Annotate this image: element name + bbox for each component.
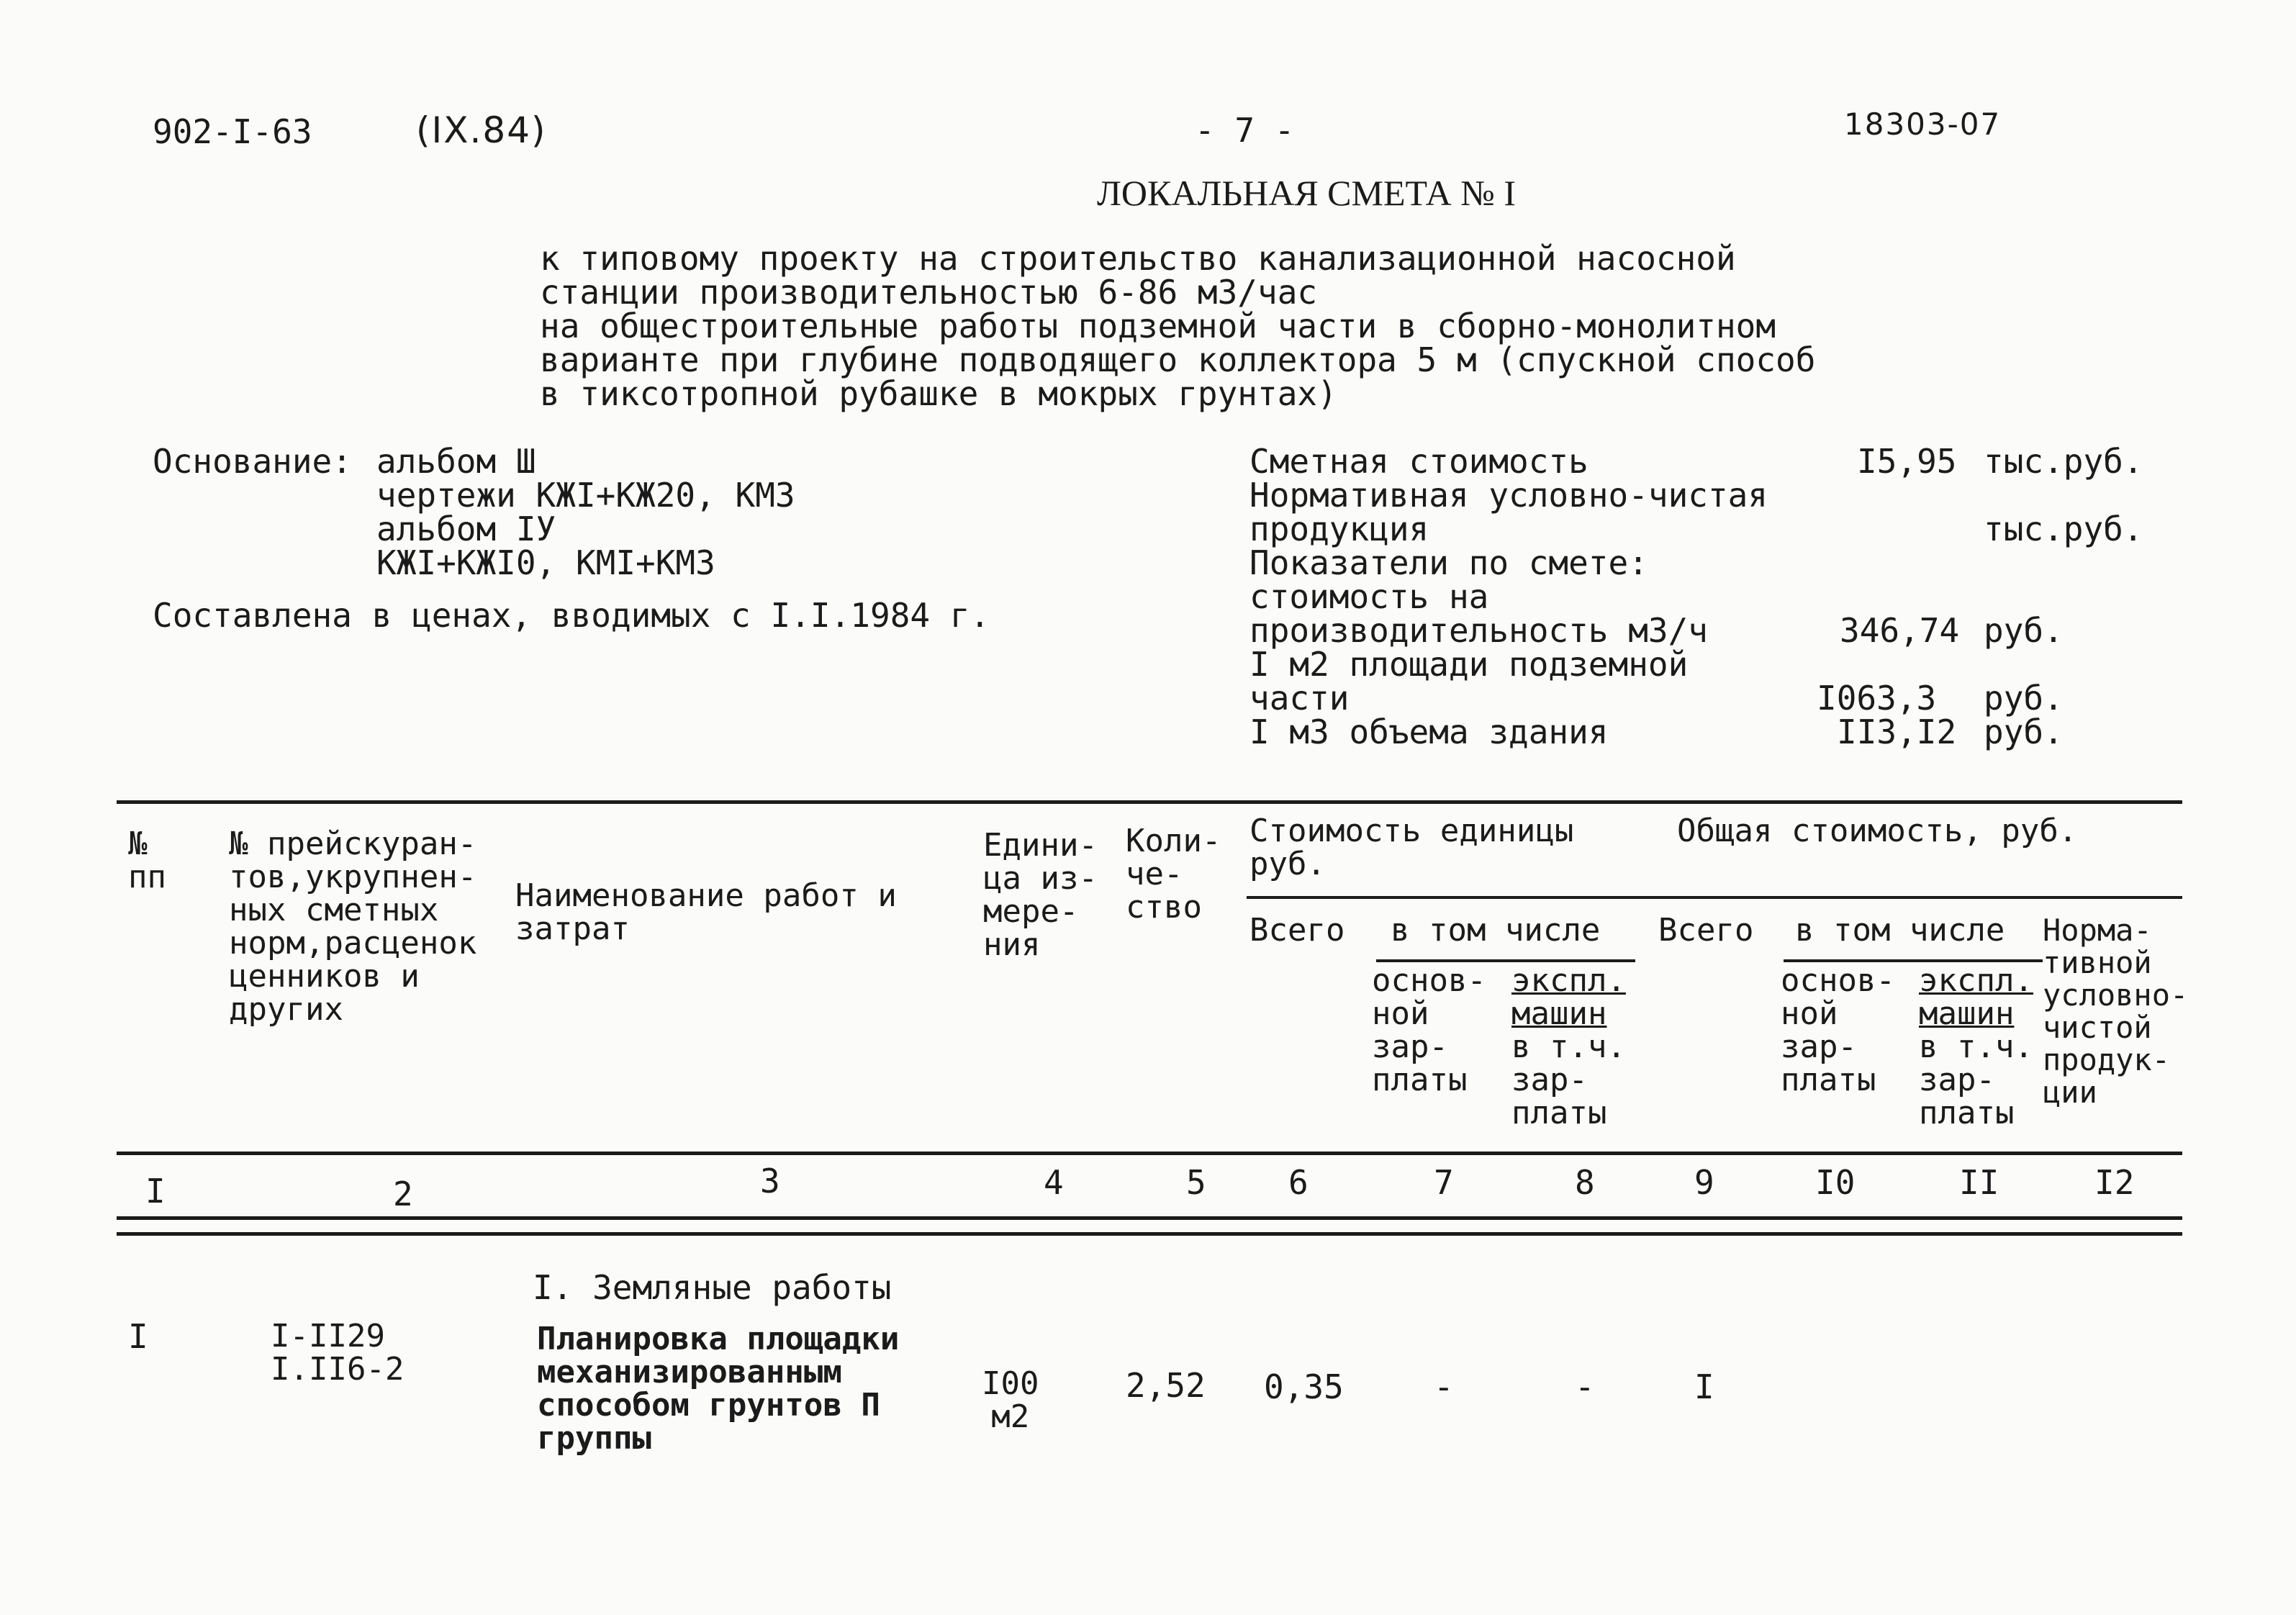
header-total-incl: в том числе [1795,912,2005,949]
col-number: 2 [393,1175,413,1213]
estimated-cost-unit: тыс.руб. [1984,442,2143,481]
cost-per-value: 346,74 [1840,611,1960,650]
header-unit-wage: основ- ной зар- платы [1372,962,1486,1098]
header-col-unit: Едини- ца из- мере- ния [983,827,1098,963]
col-number: 7 [1434,1163,1454,1202]
col-number: I0 [1815,1163,1856,1202]
col-number: 3 [760,1162,780,1200]
row-grand-total: I [1694,1367,1714,1406]
document-code: 902-I-63 [153,112,312,151]
cost-per-label: производительность м3/ч [1249,611,1708,650]
normative-label: продукция [1249,510,1429,548]
row-work-name: Планировка площадки механизированным способом грунтов П группы [537,1321,900,1457]
cost-per-label: стоимость на [1249,577,1489,616]
row-unit-total: 0,35 [1264,1367,1344,1406]
col-number: 5 [1186,1163,1206,1202]
header-total-machine: экспл. машин [1919,962,2033,1032]
section-title: I. Земляные работы [533,1268,892,1307]
subtitle [540,239,1816,413]
header-total-machine-wage: в т.ч. зар- платы [1919,1028,2033,1131]
col-number: 9 [1694,1163,1714,1202]
header-col-name: Наименование работ и затрат [515,877,897,947]
col-number: I2 [2094,1163,2135,1202]
row-unit-machine: - [1575,1367,1595,1406]
col-number: II [1959,1163,1999,1202]
header-grand-total: Всего [1658,912,1754,949]
header-total-wage: основ- ной зар- платы [1781,962,1895,1098]
row-price-code: I-II29 I.II6-2 [271,1318,404,1388]
subtitle-line: станции производительностью 6-86 м3/час [540,273,1318,312]
col-numbers-top-rule [117,1216,2182,1220]
estimated-cost-value: I5,95 [1857,442,1957,481]
basis-line: чертежи КЖI+КЖ20, КМ3 [376,476,795,515]
basis-line: КЖI+КЖI0, КМI+КМ3 [376,543,715,582]
volume-value: II3,I2 [1837,712,1957,751]
document-title: ЛОКАЛЬНАЯ СМЕТА № I [1097,173,1517,213]
header-bottom-rule [117,1152,2182,1155]
prices-note: Составлена в ценах, вводимых с I.I.1984 г. [153,596,990,635]
header-col-code: № прейскуран- тов,укрупнен- ных сметных норм,расценок ценников и других [229,825,477,1028]
cost-per-unit: руб. [1984,611,2064,650]
col-numbers-bottom-rule [117,1232,2182,1236]
basis-label: Основание: [153,442,352,481]
row-quantity: 2,52 [1126,1366,1206,1405]
header-unit-cost: Стоимость единицы руб. [1249,813,1574,882]
area-unit: руб. [1984,679,2064,718]
cost-group-rule [1247,896,2182,899]
header-unit-machine: экспл. машин [1511,962,1626,1032]
subtitle-line: на общестроительные работы подземной части в сборно-монолитном [540,307,1776,345]
area-value: I063,3 [1817,679,1937,718]
col-number: 8 [1575,1163,1595,1202]
volume-label: I м3 объема здания [1249,712,1609,751]
header-unit-machine-wage: в т.ч. зар- платы [1511,1028,1626,1131]
date-mark: (IX.84) [416,109,547,151]
row-unit-wage: - [1434,1367,1454,1406]
volume-unit: руб. [1984,712,2064,751]
header-col-quantity: Коли- че- ство [1126,823,1221,926]
col-number: I [145,1172,166,1211]
header-unit-incl: в том числе [1391,912,1601,949]
basis-list [376,442,795,582]
area-label: I м2 площади подземной [1249,645,1689,684]
basis-line: альбом Ш [376,442,536,481]
header-total-cost: Общая стоимость, руб. [1677,813,2078,849]
indicators-label: Показатели по смете: [1249,543,1648,582]
col-number: 6 [1288,1163,1309,1202]
subtitle-line: в тиксотропной рубашке в мокрых грунтах) [540,374,1337,413]
inventory-number: 18303-07 [1844,107,2002,142]
col-number: 4 [1044,1163,1064,1202]
row-number: I [128,1317,148,1356]
estimated-cost-label: Сметная стоимость [1249,442,1588,481]
table-top-rule [117,800,2182,804]
subtitle-line: к типовому проекту на строительство канализационной насосной [540,239,1736,278]
normative-label: Нормативная условно-чистая [1249,476,1768,515]
normative-unit: тыс.руб. [1984,510,2143,548]
subtitle-line: варианте при глубине подводящего коллектора 5 м (спускной способ [540,340,1816,379]
page-number: - 7 - [1195,111,1295,150]
cost-summary-labels [1249,442,1768,751]
row-unit: I00 м2 [982,1365,1039,1435]
header-normative: Норма- тивной условно- чистой продук- ции [2043,913,2189,1110]
header-col-num: № пп [128,825,166,895]
basis-line: альбом IУ [376,510,556,548]
area-label: части [1249,679,1350,718]
header-unit-total: Всего [1249,912,1345,949]
